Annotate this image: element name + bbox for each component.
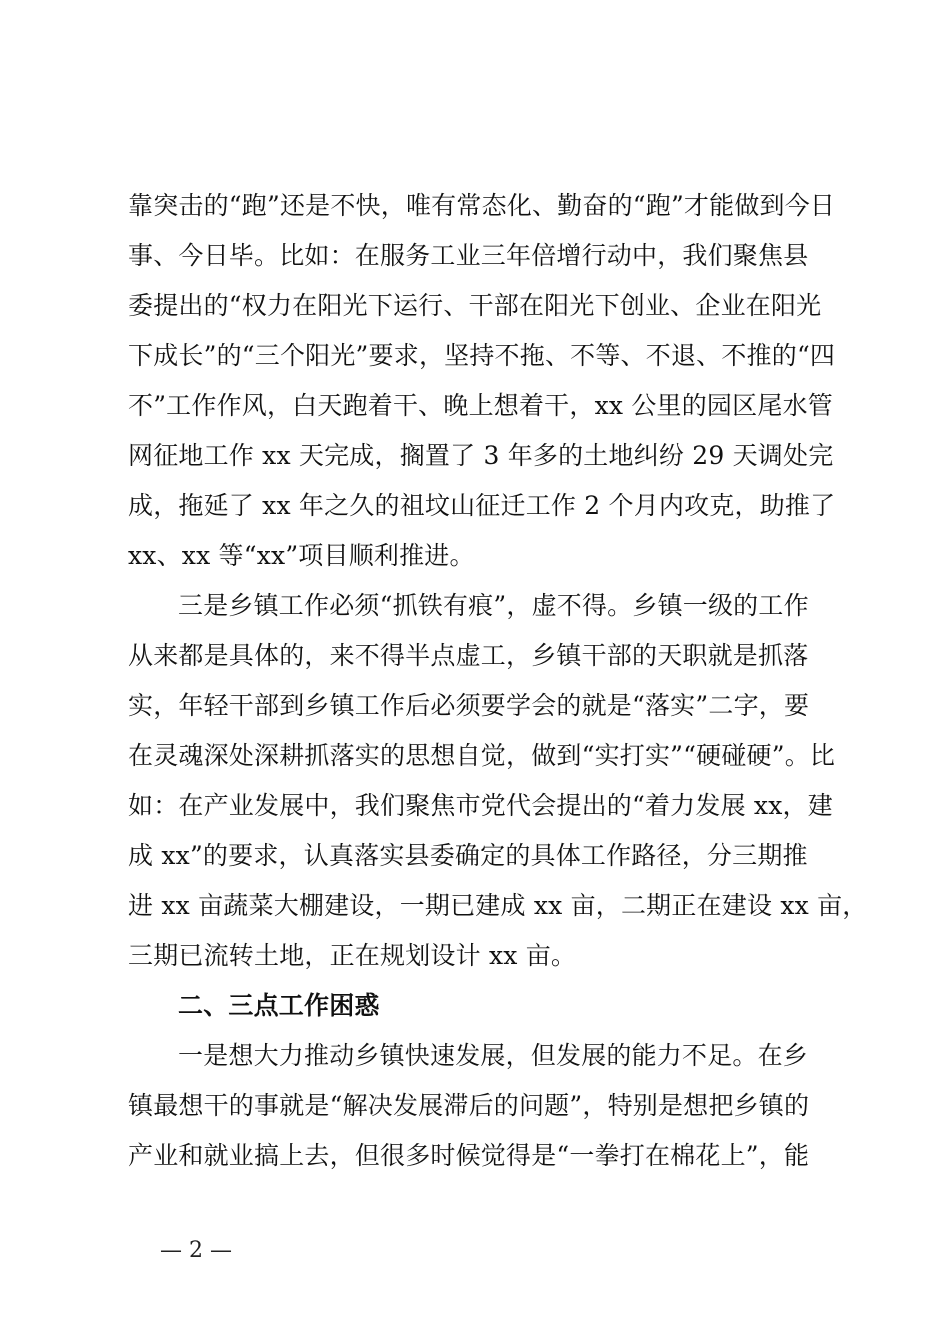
body-line: 事、今日毕。比如：在服务工业三年倍增行动中，我们聚焦县: [128, 241, 809, 270]
body-line: 三期已流转土地，正在规划设计 xx 亩。: [128, 941, 577, 970]
body-line: 下成长”的“三个阳光”要求，坚持不拖、不等、不退、不推的“四: [128, 341, 836, 370]
body-line: 成，拖延了 xx 年之久的祖坟山征迁工作 2 个月内攻克，助推了: [128, 491, 836, 520]
document-body: [128, 181, 868, 1181]
body-line: xx、xx 等“xx”项目顺利推进。: [128, 541, 475, 570]
page-number: — 2 —: [160, 1238, 232, 1263]
paragraph-start-line: 三是乡镇工作必须“抓铁有痕”，虚不得。乡镇一级的工作: [178, 591, 809, 620]
section-heading: 二、三点工作困惑: [178, 991, 380, 1020]
body-line: 网征地工作 xx 天完成，搁置了 3 年多的土地纠纷 29 天调处完: [128, 441, 834, 470]
paragraph-start-line: 一是想大力推动乡镇快速发展，但发展的能力不足。在乡: [178, 1041, 809, 1070]
body-line: 在灵魂深处深耕抓落实的思想自觉，做到“实打实”“硬碰硬”。比: [128, 741, 836, 770]
body-line: 委提出的“权力在阳光下运行、干部在阳光下创业、企业在阳光: [128, 291, 822, 320]
body-line: 镇最想干的事就是“解决发展滞后的问题”，特别是想把乡镇的: [128, 1091, 810, 1120]
body-line: 成 xx”的要求，认真落实县委确定的具体工作路径，分三期推: [128, 841, 808, 870]
body-line: 实，年轻干部到乡镇工作后必须要学会的就是“落实”二字，要: [128, 691, 810, 720]
body-line: 进 xx 亩蔬菜大棚建设，一期已建成 xx 亩，二期正在建设 xx 亩，: [128, 891, 868, 920]
body-line: 靠突击的“跑”还是不快，唯有常态化、勤奋的“跑”才能做到今日: [128, 191, 836, 220]
body-line: 产业和就业搞上去，但很多时候觉得是“一拳打在棉花上”，能: [128, 1141, 810, 1170]
body-line: 从来都是具体的，来不得半点虚工，乡镇干部的天职就是抓落: [128, 641, 809, 670]
body-line: 不”工作作风，白天跑着干、晚上想着干，xx 公里的园区尾水管: [128, 391, 833, 420]
body-line: 如：在产业发展中，我们聚焦市党代会提出的“着力发展 xx，建: [128, 791, 833, 820]
